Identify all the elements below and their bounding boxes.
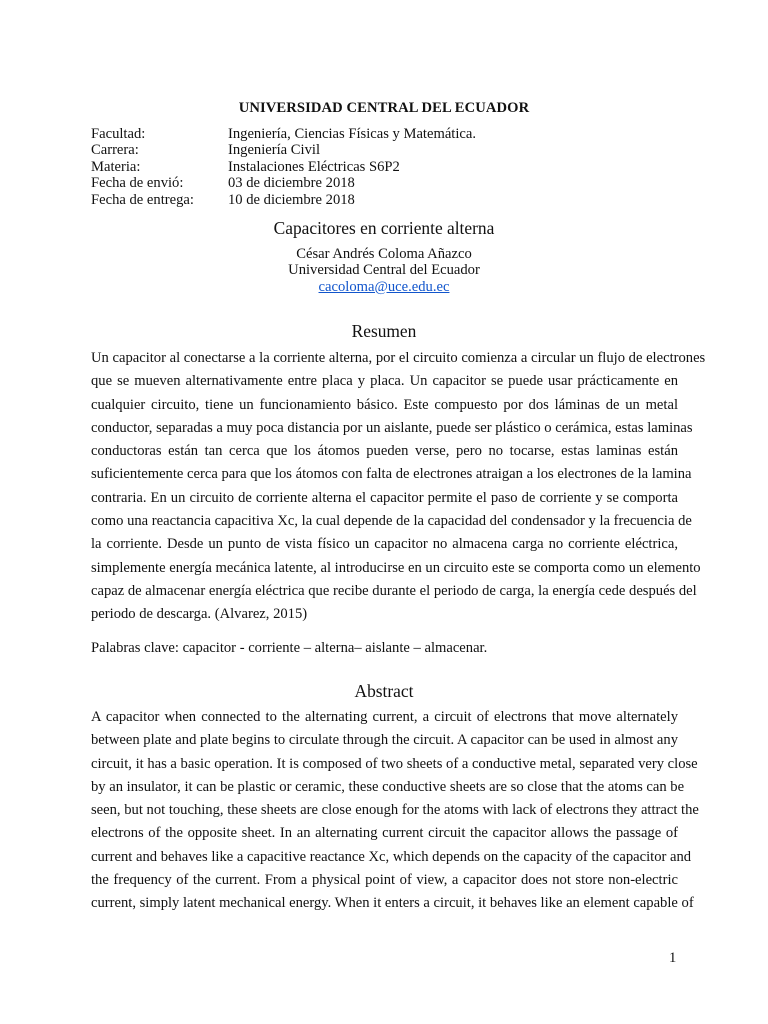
paragraph-line: seen, but not touching, these sheets are close enough for the atoms with lack of electrons they attract the <box>91 802 699 819</box>
paragraph-line: simplemente energía mecánica latente, al introducirse en un circuito este se comporta como un elemento <box>91 559 701 576</box>
meta-value: Ingeniería, Ciencias Físicas y Matemática. <box>228 126 477 142</box>
paragraph-line: current and behaves like a capacitive reactance Xc, which depends on the capacity of the capacitor and <box>91 848 692 865</box>
paragraph-line: contraria. En un circuito de corriente alterna el capacitor permite el paso de corriente y se comporta <box>91 489 678 506</box>
resumen-paragraph <box>91 347 706 627</box>
meta-value: Ingeniería Civil <box>228 142 320 159</box>
paragraph-line: como una reactancia capacitiva Xc, la cual depende de la capacidad del condensador y la frecuencia de <box>91 513 692 530</box>
paragraph-line: the frequency of the current. From a physical point of view, a capacitor does not store non-electric <box>91 872 678 889</box>
paragraph-line: current, simply latent mechanical energy. When it enters a circuit, it behaves like an element capable of <box>91 895 694 912</box>
paragraph-line: A capacitor when connected to the alternating current, a circuit of electrons that move alternately <box>91 709 678 725</box>
paragraph-line: conductor, separadas a muy poca distancia por un aislante, puede ser plástico o cerámica, estas laminas <box>91 419 693 436</box>
paragraph-line: between plate and plate begins to circulate through the circuit. A capacitor can be used in almost any <box>91 732 678 749</box>
meta-value: Instalaciones Eléctricas S6P2 <box>228 158 400 175</box>
paragraph-line: capaz de almacenar energía eléctrica que recibe durante el periodo de carga, la energía cede después del <box>91 582 697 599</box>
meta-value: 03 de diciembre 2018 <box>228 175 355 192</box>
meta-row-subject <box>91 159 476 175</box>
meta-row-career <box>91 142 476 158</box>
paragraph-line: cualquier circuito, tiene un funcionamiento básico. Este compuesto por dos láminas de un metal <box>91 396 678 413</box>
author-email-link[interactable]: cacoloma@uce.edu.ec <box>318 278 450 295</box>
paragraph-line: circuit, it has a basic operation. It is composed of two sheets of a conductive metal, separated very close <box>91 755 698 772</box>
meta-label: Fecha de entrega: <box>91 191 194 208</box>
meta-row-due-date <box>91 192 476 208</box>
meta-row-faculty <box>91 126 476 142</box>
university-name: UNIVERSIDAD CENTRAL DEL ECUADOR <box>238 100 530 116</box>
meta-label: Fecha de envió: <box>91 175 184 192</box>
paragraph-line: suficientemente cerca para que los átomos con falta de electrones atraigan a los electrones de la lamina <box>91 466 692 483</box>
paragraph-line: conductoras están tan cerca que los átomos pueden verse, pero no tocarse, estas laminas están <box>91 443 678 460</box>
page-number: 1 <box>669 950 677 966</box>
meta-value: 10 de diciembre 2018 <box>228 191 355 208</box>
meta-row-sent-date <box>91 175 476 191</box>
paragraph-line: periodo de descarga. (Alvarez, 2015) <box>91 606 308 623</box>
abstract-paragraph <box>91 706 699 916</box>
paragraph-line: que se mueven alternativamente entre placa y placa. Un capacitor se puede usar prácticamente en <box>91 373 678 390</box>
paragraph-line: by an insulator, it can be plastic or ceramic, these conductive sheets are so close that the atoms can be <box>91 778 685 795</box>
course-metadata <box>91 126 476 208</box>
author-affiliation: Universidad Central del Ecuador <box>288 262 480 279</box>
meta-label: Materia: <box>91 158 141 175</box>
resumen-heading: Resumen <box>351 321 417 341</box>
abstract-heading: Abstract <box>354 681 414 701</box>
paragraph-line: electrons of the opposite sheet. In an alternating current circuit the capacitor allows the passage of <box>91 825 678 842</box>
author-name: César Andrés Coloma Añazco <box>296 246 472 262</box>
document-title: Capacitores en corriente alterna <box>273 218 495 238</box>
author-block <box>0 246 768 295</box>
meta-label: Facultad: <box>91 126 146 142</box>
meta-label: Carrera: <box>91 142 139 159</box>
paragraph-line: la corriente. Desde un punto de vista físico un capacitor no almacena carga no corriente eléctrica, <box>91 536 678 553</box>
paragraph-line: Un capacitor al conectarse a la corriente alterna, por el circuito comienza a circular un flujo de electrones <box>91 350 706 366</box>
keywords: Palabras clave: capacitor - corriente – alterna– aislante – almacenar. <box>91 640 488 656</box>
